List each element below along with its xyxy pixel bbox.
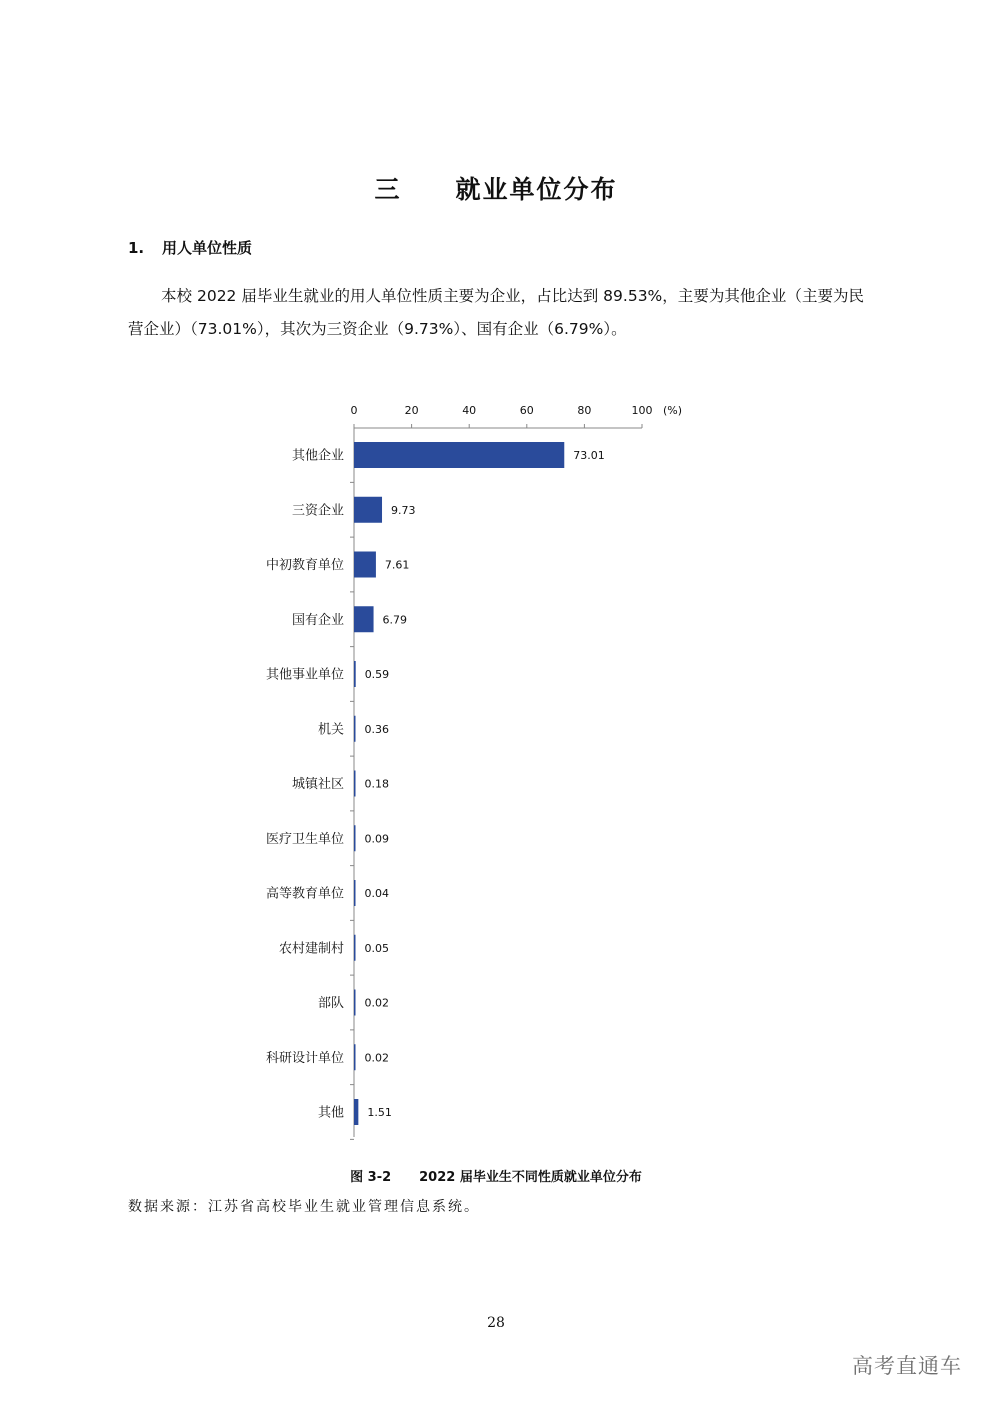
bar <box>354 1099 358 1125</box>
page-title: 三 就业单位分布 <box>374 175 618 204</box>
bar <box>354 497 382 523</box>
bar <box>354 825 356 851</box>
category-label: 城镇社区 <box>291 777 344 792</box>
category-label: 农村建制村 <box>278 941 344 957</box>
data-label: 0.36 <box>364 722 389 736</box>
figure-number: 图 3-2 <box>350 1170 392 1185</box>
category-label: 科研设计单位 <box>265 1050 344 1066</box>
category-label: 其他企业 <box>291 448 344 464</box>
data-label: 1.51 <box>367 1106 392 1119</box>
category-label: 机关 <box>317 722 344 738</box>
x-tick-label: 80 <box>577 404 592 417</box>
figure-caption <box>0 1166 992 1185</box>
data-label: 6.79 <box>382 613 408 627</box>
category-label: 部队 <box>317 996 344 1011</box>
data-source-note: 数据来源：江苏省高校毕业生就业管理信息系统。 <box>128 1199 480 1215</box>
x-tick-label: 0 <box>350 404 358 417</box>
bar <box>354 442 564 468</box>
data-label: 0.02 <box>364 1051 389 1065</box>
bar <box>354 880 356 906</box>
category-label: 国有企业 <box>291 612 344 628</box>
category-label: 医疗卫生单位 <box>265 831 344 847</box>
data-label: 0.04 <box>364 887 389 900</box>
category-label: 高等教育单位 <box>265 886 344 902</box>
bar <box>354 771 356 797</box>
bar <box>354 606 374 632</box>
body-paragraph: 本校 2022 届毕业生就业的用人单位性质主要为企业，占比达到 89.53%，主要为其他企业（主要为民营企业）（73.01%），其次为三资企业（9.73%）、国有企业（6.79%）。 <box>128 287 864 338</box>
x-tick-label: 20 <box>404 404 419 417</box>
bar <box>354 661 356 687</box>
bar <box>354 935 356 961</box>
bar <box>354 716 356 742</box>
bar <box>354 1044 356 1070</box>
data-label: 73.01 <box>573 449 605 462</box>
data-label: 0.09 <box>364 832 389 846</box>
category-label: 中初教育单位 <box>265 558 344 573</box>
data-label: 0.59 <box>364 668 390 681</box>
data-label: 0.05 <box>364 941 389 955</box>
section-number: 1. <box>128 239 145 257</box>
bar <box>354 552 376 578</box>
category-label: 其他 <box>317 1105 344 1121</box>
page-number: 28 <box>487 1315 505 1331</box>
watermark: 高考直通车 <box>852 1354 962 1378</box>
bar <box>354 990 356 1016</box>
figure-title: 2022 届毕业生不同性质就业单位分布 <box>419 1170 642 1185</box>
x-axis-unit: (%) <box>663 404 683 417</box>
x-tick-label: 60 <box>519 404 534 417</box>
data-label: 0.18 <box>364 777 389 791</box>
bar-chart <box>0 380 992 1150</box>
data-label: 0.02 <box>364 996 389 1010</box>
data-label: 9.73 <box>391 503 416 517</box>
category-label: 其他事业单位 <box>265 667 344 683</box>
x-tick-label: 40 <box>462 404 477 417</box>
category-label: 三资企业 <box>291 503 344 519</box>
section-heading <box>128 237 252 258</box>
section-heading-text: 用人单位性质 <box>162 239 253 257</box>
data-label: 7.61 <box>384 558 410 572</box>
x-tick-label: 100 <box>631 404 653 417</box>
